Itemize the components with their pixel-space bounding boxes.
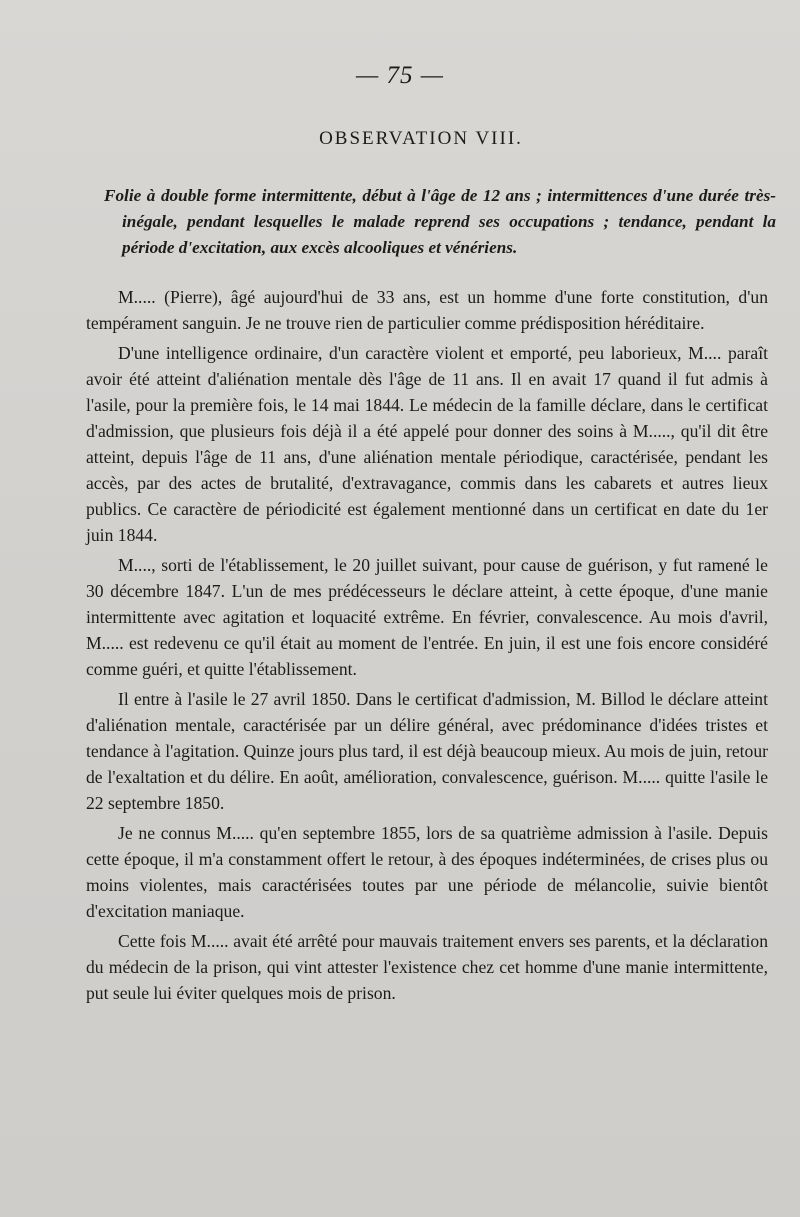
paragraph: M..... (Pierre), âgé aujourd'hui de 33 ans, est un homme d'une forte constitution, d'un tempérament sanguin. Je ne trouve rien de particulier comme prédisposition héréditaire. (86, 287, 768, 333)
paragraph: D'une intelligence ordinaire, d'un caractère violent et emporté, peu laborieux, M.... paraît avoir été atteint d'aliénation mentale dès l'âge de 11 ans. Il en avait 17 quand il fut admis à l'asile, pour la première fois, le 14 mai 1844. Le médecin de la famille déclare, dans le certificat d'admission, que plusieurs fois déjà il a été appelé pour donner des soins à M....., qu'il dit être atteint, depuis l'âge de 11 ans, d'une aliénation mentale périodique, caractérisée, pendant les accès, par des actes de brutalité, d'extravagance, commis dans les cabarets et autres lieux publics. Ce caractère de périodicité est également mentionné dans un certificat en date du 1er juin 1844. (86, 343, 768, 545)
paragraph: M...., sorti de l'établissement, le 20 juillet suivant, pour cause de guérison, y fut ramené le 30 décembre 1847. L'un de mes prédécesseurs le déclare atteint, à cette époque, d'une manie intermittente avec agitation et loquacité extrême. En février, convalescence. Au mois d'avril, M..... est redevenu ce qu'il était au moment de l'entrée. En juin, il est une fois encore considéré comme guéri, et quitte l'établissement. (86, 555, 768, 679)
section-title: OBSERVATION VIII. (319, 128, 523, 149)
case-summary: Folie à double forme intermittente, début à l'âge de 12 ans ; intermittences d'une durée très-inégale, pendant lesquelles le malade reprend ses occupations ; tendance, pendant la période d'excitation, aux excès alcooliques et vénériens. (104, 186, 776, 257)
page-number: — 75 — (356, 62, 444, 89)
body-text (86, 284, 768, 1010)
paragraph: Cette fois M..... avait été arrêté pour mauvais traitement envers ses parents, et la déclaration du médecin de la prison, qui vint attester l'existence chez cet homme d'une manie intermittente, put seule lui éviter quelques mois de prison. (86, 931, 768, 1003)
paragraph: Je ne connus M..... qu'en septembre 1855, lors de sa quatrième admission à l'asile. Depuis cette époque, il m'a constamment offert le retour, à des époques indéterminées, de crises plus ou moins violentes, mais caractérisées toutes par une période de mélancolie, suivie bientôt d'excitation maniaque. (86, 823, 768, 921)
paragraph: Il entre à l'asile le 27 avril 1850. Dans le certificat d'admission, M. Billod le déclare atteint d'aliénation mentale, caractérisée par un délire général, avec prédominance d'idées tristes et tendance à l'agitation. Quinze jours plus tard, il est déjà beaucoup mieux. Au mois de juin, retour de l'exaltation et du délire. En août, amélioration, convalescence, guérison. M..... quitte l'asile le 22 septembre 1850. (86, 689, 768, 813)
